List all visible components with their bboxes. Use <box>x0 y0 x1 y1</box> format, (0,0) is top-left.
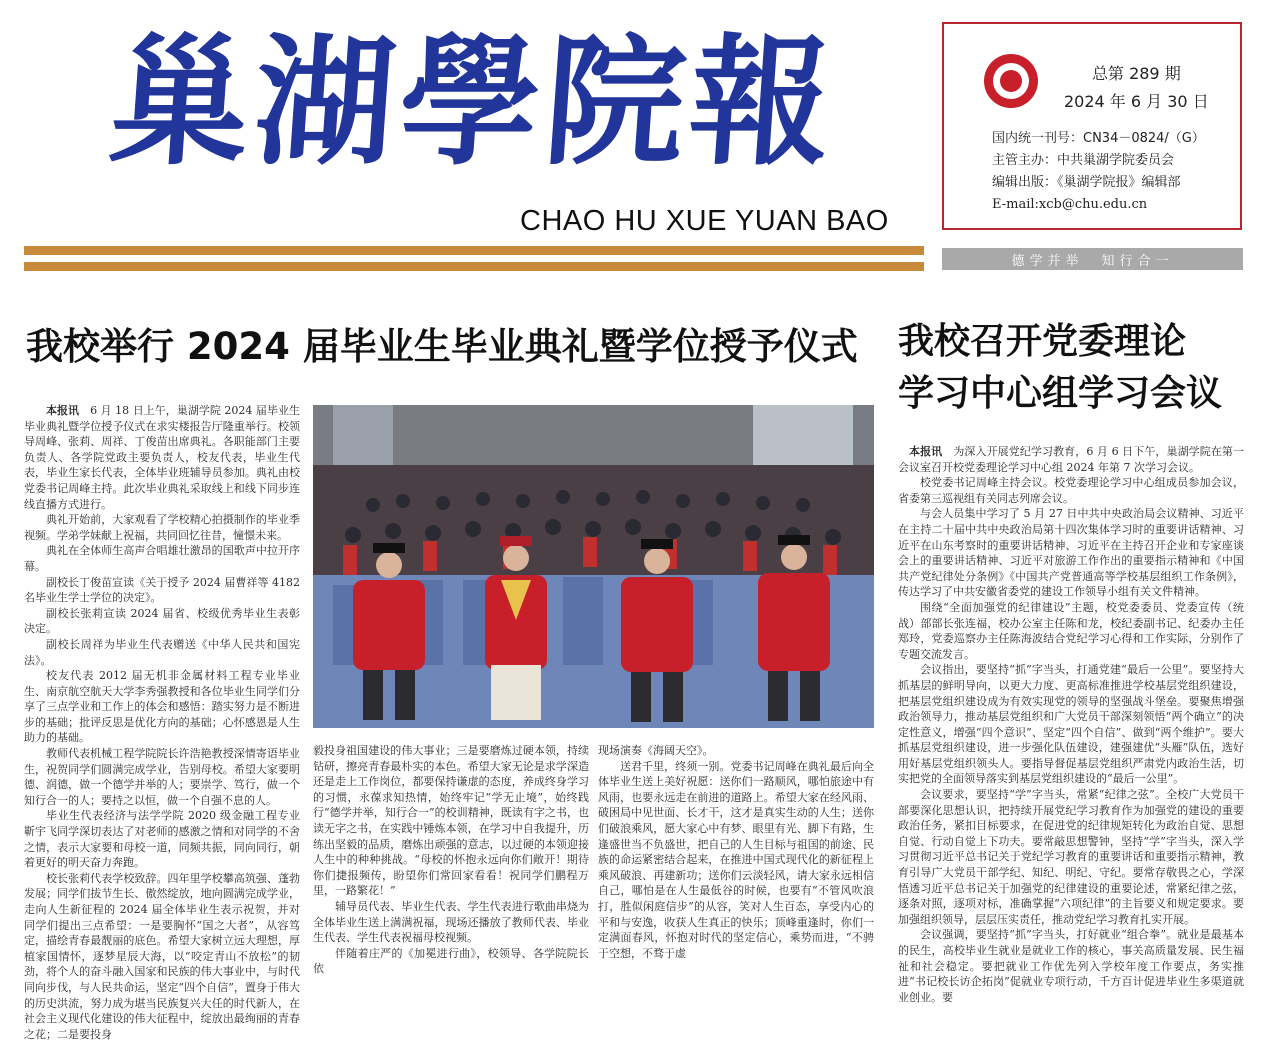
masthead-rule-bottom <box>24 262 924 271</box>
side-headline-line: 我校召开党委理论 <box>898 321 1187 362</box>
paragraph: 副校长周祥为毕业生代表赠送《中华人民共和国宪法》。 <box>24 637 300 667</box>
paragraph: 副校长丁俊苗宣读《关于授予 2024 届曹祥等 4182 名毕业生学士学位的决定》。 <box>24 575 300 605</box>
lead-label: 本报讯 <box>46 404 80 417</box>
paragraph: 教师代表机械工程学院院长许浩艳教授深情寄语毕业生，祝贺同学们圆满完成学业，告别母校。希望大家要明德、润德，做一个德学并举的人；要崇学、笃行，做一个知行合一的人；要持之以恒，做一个自强不息的人。 <box>24 747 300 807</box>
paragraph: 校党委书记周峰主持会议。校党委理论学习中心组成员参加会议，省委第三巡视组有关同志列席会议。 <box>898 476 1244 505</box>
issue-block <box>1064 60 1209 116</box>
side-headline-line: 学习中心组学习会议 <box>898 373 1223 414</box>
school-motto-bar: 德学并举 知行合一 <box>942 248 1243 270</box>
paragraph: 现场演奏《海阔天空》。 <box>598 744 714 757</box>
issue-info-box <box>942 22 1242 230</box>
paragraph: 校长张莉代表学校致辞。四年里学校攀高筑强、蓬勃发展；同学们拔节生长、傲然绽放，地向圆满完成学业，走向人生新征程的 2024 届全体毕业生表示祝贺，并对同学们提出三点希望：一是要胸怀“国之大者”，从容笃定，描绘青春最靓丽的底色。希望大家树立远大理想，厚植家国情怀，逐梦星辰大海，以“咬定青山不放松”的韧劲，将个人的奋斗融入国家和民族的伟大事业中，与时代同向步伐，与人民共命运，坚定“四个自信”，置身于伟大的历史洪流，努力成为堪当民族复兴大任的时代新人，在社会主义现代化建设的伟大征程中，绽放出最绚丽的青春之花；二是要投身 <box>24 871 300 1041</box>
masthead-char: 學 <box>394 21 546 185</box>
lead-label: 本报讯 <box>909 445 943 458</box>
main-article-headline[interactable]: 我校举行 2024 届毕业生毕业典礼暨学位授予仪式 <box>26 325 858 368</box>
paragraph: 典礼在全体师生高声合唱雄壮激昂的国歌声中拉开序幕。 <box>24 544 300 573</box>
masthead-pinyin: CHAO HU XUE YUAN BAO <box>520 205 889 237</box>
masthead-rule-top <box>24 246 924 255</box>
info-line-publisher: 主管主办：中共巢湖学院委员会 <box>992 153 1175 168</box>
masthead-char: 湖 <box>249 21 401 185</box>
issue-number: 总第 289 期 <box>1091 64 1181 83</box>
side-article-headline[interactable] <box>898 316 1222 420</box>
university-logo <box>984 54 1038 108</box>
paragraph: 辅导员代表、毕业生代表、学生代表进行歌曲串烧为全体毕业生送上满满祝福，现场还播放了教师代表、毕业生代表、学生代表祝福母校视频。 <box>313 899 589 945</box>
masthead-char: 巢 <box>104 21 256 185</box>
info-line-editor: 编辑出版：《巢湖学院报》编辑部 <box>992 175 1181 190</box>
side-article-body <box>898 444 1244 1004</box>
paragraph: 副校长张莉宣读 2024 届省、校级优秀毕业生表彰决定。 <box>24 606 300 636</box>
photo-illustration <box>313 405 874 728</box>
paragraph: 毅投身祖国建设的伟大事业；三是要磨炼过硬本领，持续钻研，擦亮青春最朴实的本色。希望大家无论是求学深造还是走上工作岗位，都要保持谦虚的态度，养成终身学习的习惯，永葆求知热情，始终牢记“学无止境”，始终践行“德学并举，知行合一”的校训精神，既读有字之书，也读无字之书，在实践中锤炼本领，在学习中自我提升，历练出坚毅的品质，磨炼出顽强的意志，以过硬的本领迎接人生中的种种挑战。“母校的怀抱永远向你们敞开！期待你们捷报频传，盼望你们常回家看看！祝同学们鹏程万里，一路繁花！” <box>313 744 589 898</box>
info-line-email[interactable]: E-mail:xcb@chu.edu.cn <box>992 197 1148 212</box>
paragraph: 本报讯 为深入开展党纪学习教育，6 月 6 日下午，巢湖学院在第一会议室召开校党委理论学习中心组 2024 年第 7 次学习会议。 <box>898 445 1244 474</box>
paragraph: 会议强调，要坚持“抓”字当头，打好就业“组合拳”。就业是最基本的民生，高校毕业生就业是就业工作的核心，事关高质量发展、民生福祉和社会稳定。要把就业工作优先列入学校年度工作要点，务实推进“书记校长访企拓岗”促就业专项行动，千方百计促进毕业生多渠道就业创业。要 <box>898 928 1244 1004</box>
paragraph: 与会人员集中学习了 5 月 27 日中共中央政治局会议精神、习近平在主持二十届中共中央政治局第十四次集体学习时的重要讲话精神、习近平在山东考察时的重要讲话精神、习近平在主持召开企业和专家座谈会上的重要讲话精神、习近平对旅游工作作出的重要指示精神和《中国共产党纪律处分条例》《中国共产党普通高等学校基层组织工作条例》，传达学习了中共安徽省委党的建设工作领导小组有关文件精神。 <box>898 507 1244 599</box>
paragraph: 伴随着庄严的《加冕进行曲》，校领导、各学院院长依 <box>313 946 589 976</box>
info-line-issn: 国内统一刊号：CN34－0824/（G） <box>992 131 1205 146</box>
publication-info <box>992 128 1205 216</box>
paragraph: 送君千里，终须一别。党委书记周峰在典礼最后向全体毕业生送上美好祝愿：送你们一路顺风，哪怕旅途中有风雨，也要永远走在前进的道路上。希望大家在经风雨、破困局中见世面、长才干，这才是真实生动的人生；送你们破浪乘风，愿大家心中有梦、眼里有光、脚下有路，生逢盛世当不负盛世，把自己的人生目标与祖国的前途、民族的命运紧密结合起来，在推进中国式现代化的新征程上乘风破浪、再建新功；送你们云淡轻风，请大家永远相信自己，哪怕是在人生最低谷的时候，也要有“不管风吹浪打，胜似闲庭信步”的从容，笑对人生百态，享受内心的平和与安逸，收获人生真正的快乐；顶峰重逢时，你们一定满面春风，怀抱对时代的坚定信心，乘势而进，“不骋于空想，不骛于虚 <box>598 759 874 960</box>
main-article-column-3 <box>598 743 874 960</box>
paragraph: 会议要求，要坚持“学”字当头，常紧“纪律之弦”。全校广大党员干部要深化思想认识，把持续开展党纪学习教育作为加强党的建设的重要政治任务，紧扣目标要求，在促进党的纪律规矩转化为政治自觉、思想自觉、行动自觉上下功夫。要常敲思想警钟，坚持“学”字当头，深入学习贯彻习近平总书记关于党纪学习教育的重要讲话和重要指示精神，教育引导广大党员干部学纪、知纪、明纪、守纪。要常存敬畏之心，学深悟透习近平总书记关于加强党的纪律建设的重要论述，常紧纪律之弦，逐条对照，逐项对标，准确掌握“六项纪律”的主旨要义和规定要求。要加强组织领导，层层压实责任，推动党纪学习教育扎实开展。 <box>898 788 1244 926</box>
main-article-column-1 <box>24 403 300 1041</box>
masthead-char: 院 <box>539 21 691 185</box>
newspaper-masthead-title <box>104 18 836 188</box>
paragraph: 典礼开始前，大家观看了学校精心拍摄制作的毕业季视频。学弟学妹献上祝福，共同回忆往昔，憧憬未来。 <box>24 513 300 542</box>
main-article-column-2 <box>313 743 589 976</box>
masthead-char: 報 <box>684 21 836 185</box>
paragraph: 会议指出，要坚持“抓”字当头，打通党建“最后一公里”。要坚持大抓基层的鲜明导向，以更大力度、更高标准推进学校基层党组织建设，把基层党组织建设成为有效实现党的领导的坚强战斗堡垒。要聚焦增强政治领导力，推动基层党组织和广大党员干部深刻领悟“两个确立”的决定性意义，增强“四个意识”、坚定“四个自信”、做到“两个维护”。要大抓基层党组织建设，进一步强化队伍建设，建强建优“头雁”队伍，选好用好基层党组织领头人。要指导督促基层党组织严肃党内政治生活，切实把党的全面领导落实到基层党组织建设的“最后一公里”。 <box>898 663 1244 786</box>
paragraph: 毕业生代表经济与法学学院 2020 级金融工程专业靳宇飞同学深切表达了对老师的感激之情和对同学的不舍之情，表示大家要和母校一道，同频共振，同向同行，朝着更好的明天奋力奔跑。 <box>24 809 300 870</box>
paragraph: 校友代表 2012 届无机非金属材料工程专业毕业生、南京航空航天大学李秀强教授和各位毕业生同学们分享了三点学业和工作上的体会和感悟：踏实努力是不断进步的基础；批评反思是优化方向的基础；心怀感恩是人生助力的基础。 <box>24 669 300 745</box>
graduation-ceremony-photo[interactable] <box>313 405 874 728</box>
paragraph: 围绕“全面加强党的纪律建设”主题，校党委委员、党委宣传（统战）部部长张连福，校办公室主任陈和龙，校纪委副书记、纪委办主任郑玲，党委巡察办主任陈海波结合党纪学习心得和工作实际，分别作了专题交流发言。 <box>898 600 1244 661</box>
issue-date: 2024 年 6 月 30 日 <box>1064 92 1209 111</box>
paragraph: 本报讯 6 月 18 日上午，巢湖学院 2024 届毕业生毕业典礼暨学位授予仪式在求实楼报告厅隆重举行。校领导周峰、张莉、周祥、丁俊苗出席典礼。各职能部门主要负责人、各学院党政主要负责人，校友代表，毕业生代表，毕业生家长代表，全体毕业班辅导员参加。典礼由校党委书记周峰主持。此次毕业典礼采取线上和线下同步连线直播方式进行。 <box>24 404 300 511</box>
